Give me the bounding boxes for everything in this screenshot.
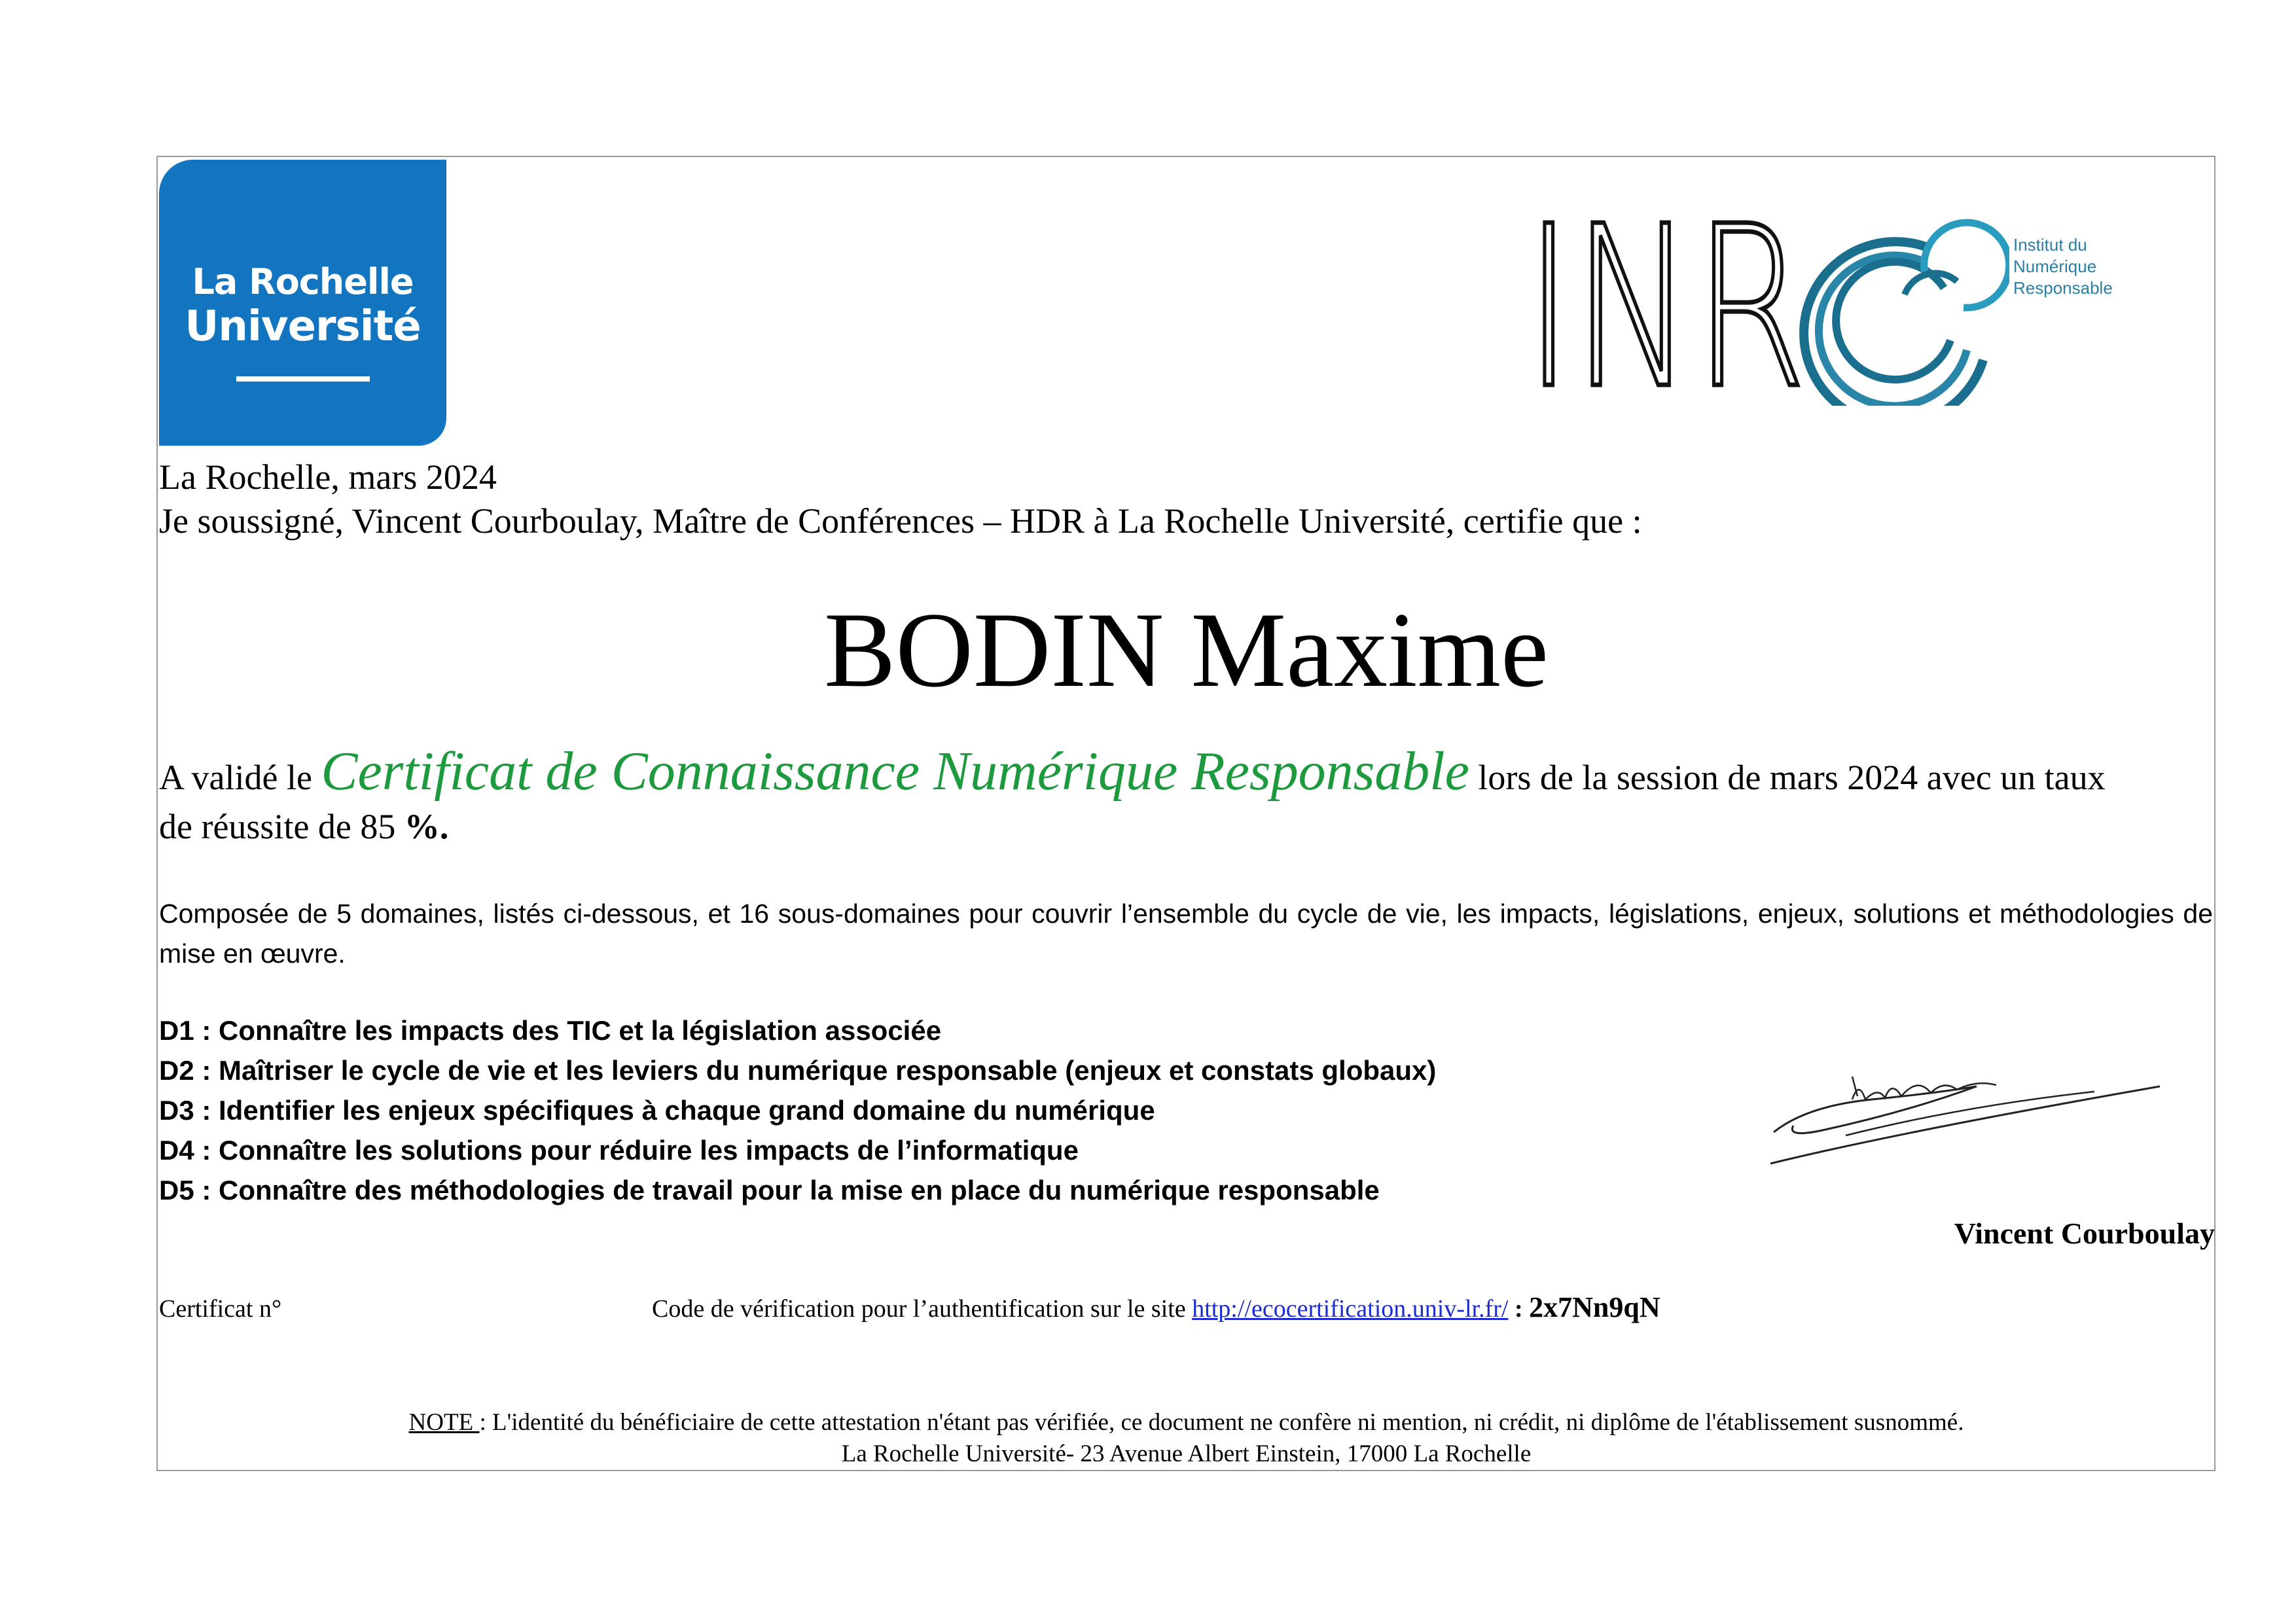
- verification-label: Code de vérification pour l’authentification sur le site: [652, 1295, 1193, 1323]
- recipient-name: BODIN Maxime: [824, 591, 1549, 709]
- success-rate-percent: %.: [404, 807, 449, 846]
- la-rochelle-universite-logo: [159, 160, 446, 446]
- validation-prefix: A validé le: [159, 758, 321, 797]
- domain-d2: D2 : Maîtriser le cycle de vie et les leviers du numérique responsable (enjeux et constats globaux): [159, 1055, 1437, 1086]
- inr-tagline-line-3: Responsable: [2013, 278, 2113, 298]
- handwritten-signature: [1767, 1060, 2173, 1171]
- signatory-name: Vincent Courboulay: [1954, 1217, 2215, 1250]
- inr-tagline-line-1: Institut du: [2013, 235, 2087, 255]
- success-rate-text: de réussite de 85: [159, 807, 404, 846]
- validation-line-1: [159, 740, 2106, 803]
- domain-d1: D1 : Connaître les impacts des TIC et la législation associée: [159, 1015, 942, 1046]
- verification-code: 2x7Nn9qN: [1529, 1291, 1660, 1323]
- domain-d5: D5 : Connaître des méthodologies de travail pour la mise en place du numérique responsable: [159, 1175, 1380, 1205]
- certification-statement: Je soussigné, Vincent Courboulay, Maître de Conférences – HDR à La Rochelle Université, certifie que :: [159, 501, 1642, 541]
- inr-logo: [1525, 209, 2009, 406]
- footer-note: [0, 1408, 2296, 1436]
- certificate-title: Certificat de Connaissance Numérique Responsable: [321, 741, 1469, 802]
- certificate-number-label: Certificat n°: [159, 1295, 282, 1323]
- verification-url-link[interactable]: http://ecocertification.univ-lr.fr/: [1192, 1295, 1509, 1323]
- domain-d3: D3 : Identifier les enjeux spécifiques à chaque grand domaine du numérique: [159, 1095, 1155, 1126]
- logo-underline: [236, 376, 370, 382]
- inr-tagline: [2013, 234, 2164, 299]
- footer-address: La Rochelle Université- 23 Avenue Albert Einstein, 17000 La Rochelle: [841, 1440, 1532, 1467]
- verification-line: [652, 1291, 1660, 1324]
- inr-arcs-icon: [1804, 223, 2009, 406]
- inr-tagline-line-2: Numérique: [2013, 257, 2097, 276]
- note-label: NOTE: [408, 1409, 480, 1436]
- verification-separator: :: [1508, 1295, 1530, 1323]
- domains-description: Composée de 5 domaines, listés ci-dessous, et 16 sous-domaines pour couvrir l’ensemble du cycle de vie, les impacts, législations, enjeux, solutions et méthodologies de mise en œuvre.: [159, 899, 2213, 969]
- logo-line-2: Université: [185, 302, 421, 351]
- note-text: : L'identité du bénéficiaire de cette attestation n'étant pas vérifiée, ce document ne confère ni mention, ni crédit, ni diplôme de l'établissement susnommé.: [479, 1409, 1964, 1436]
- validation-middle: lors de la session de mars 2024 avec un taux: [1469, 758, 2106, 797]
- validation-line-2: [159, 806, 448, 847]
- inr-wordmark: INR: [1525, 209, 1806, 406]
- domain-d4: D4 : Connaître les solutions pour réduire les impacts de l’informatique: [159, 1135, 1079, 1166]
- place-date: La Rochelle, mars 2024: [159, 457, 497, 497]
- logo-line-1: La Rochelle: [192, 261, 414, 302]
